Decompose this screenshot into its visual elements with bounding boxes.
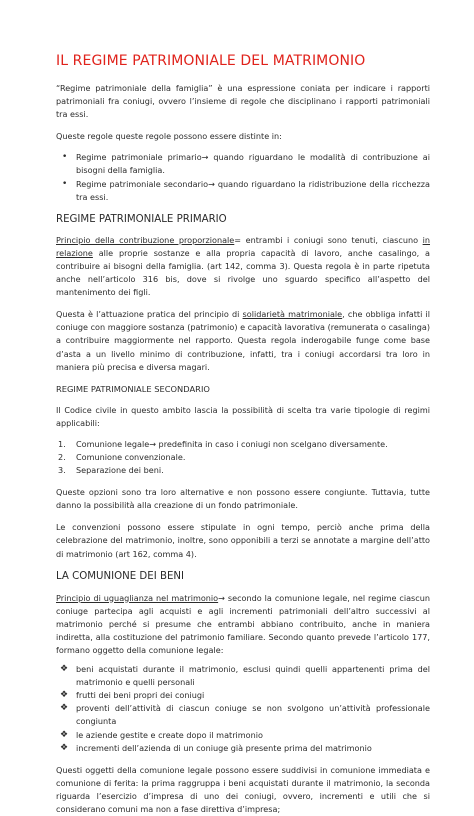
paragraph: Le convenzioni possono essere stipulate in ogni tempo, perciò anche prima della celebrazione del matrimonio, inoltre, sono opponibili a terzi se annotate a margine dell’atto di matrimonio (art 162, comma 4).	[56, 522, 430, 559]
paragraph: Principio di uguaglianza nel matrimonio→ secondo la comunione legale, nel regime ciascun coniuge partecipa agli acquisti e agli incrementi patrimoniali dell’altro successivi al matrimonio perché si presume che entrambi abbiano contribuito, anche in maniera indiretta, alla costituzione del patrimonio familiare. Secondo quanto prevede l’articolo 177, formano oggetto della comunione legale:	[56, 592, 430, 655]
diamond-bullet-icon: ❖	[60, 703, 69, 714]
list-item: ❖ incrementi dell’azienda di un coniuge già presente prima del matrimonio	[56, 742, 430, 755]
list-item: 3. Separazione dei beni.	[58, 465, 164, 476]
diamond-bullet-icon: ❖	[60, 690, 69, 701]
list-item: ❖ le aziende gestite e create dopo il matrimonio	[56, 729, 430, 742]
document-title: IL REGIME PATRIMONIALE DEL MATRIMONIO	[56, 53, 366, 69]
diamond-bullet-icon: ❖	[60, 729, 69, 740]
arrow-icon: →	[208, 178, 215, 189]
section-heading-primario: REGIME PATRIMONIALE PRIMARIO	[56, 213, 227, 225]
list-item: ❖ beni acquistati durante il matrimonio, esclusi quindi quelli appartenenti prima del matrimonio e quelli personali	[60, 664, 430, 688]
regime-list	[56, 151, 430, 203]
list-item: ❖ frutti dei beni propri dei coniugi	[56, 689, 430, 702]
list-item: • Regime patrimoniale secondario→ quando riguardano la ridistribuzione della ricchezza tra essi.	[56, 178, 430, 204]
section-heading-comunione: LA COMUNIONE DEI BENI	[56, 570, 185, 582]
paragraph: Il Codice civile in questo ambito lascia la possibilità di scelta tra varie tipologie di regimi applicabili:	[56, 404, 430, 428]
intro-paragraph: “Regime patrimoniale della famiglia” è una espressione coniata per indicare i rapporti patrimoniali fra coniugi, ovvero l’insieme di regole che disciplinano i rapporti patrimoniali tra essi.	[56, 83, 430, 120]
list-item: 2. Comunione convenzionale.	[58, 451, 186, 462]
list-item: ❖ proventi dell’attività di ciascun coniuge se non svolgono un’attività professionale congiunta	[60, 703, 430, 727]
comunione-items-list	[56, 663, 430, 755]
arrow-icon: →	[201, 152, 209, 163]
document-content	[56, 52, 430, 816]
arrow-icon: →	[149, 438, 156, 449]
arrow-icon: →	[218, 592, 225, 603]
paragraph: Questa è l’attuazione pratica del principio di solidarietà matrimoniale, che obbliga infatti il coniuge con maggiore sostanza (patrimonio) e capacità lavorativa (remunerata o casalinga) a contribuire maggiormente nel rapporto. Questa regola inderogabile funge come base d’asta a un livello minimo di contribuzione, infatti, tra i coniugi accordarsi tra loro in maniera più precisa e diversa magari.	[56, 309, 430, 372]
regime-options-list	[56, 438, 430, 477]
paragraph: Questi oggetti della comunione legale possono essere suddivisi in comunione immediata e comunione di ferita: la prima raggruppa i beni acquistati durante il matrimonio, la seconda riguarda l’esercizio d’impresa di uno dei coniugi, ovvero, incrementi e utili che si considerano comuni ma non a fase direttiva d’impresa;	[56, 764, 430, 815]
diamond-bullet-icon: ❖	[60, 742, 69, 753]
list-item: • Regime patrimoniale primario→ quando riguardano le modalità di contribuzione ai bisogni della famiglia.	[56, 151, 430, 177]
rules-intro: Queste regole queste regole possono essere distinte in:	[56, 131, 282, 142]
paragraph: Queste opzioni sono tra loro alternative e non possono essere congiunte. Tuttavia, tutte danno la possibilità alla creazione di un fondo patrimoniale.	[56, 487, 430, 511]
list-item: 1. Comunione legale→ predefinita in caso i coniugi non scelgano diversamente.	[58, 438, 388, 449]
section-heading-secondario: REGIME PATRIMONIALE SECONDARIO	[56, 383, 210, 394]
diamond-bullet-icon: ❖	[60, 664, 69, 675]
paragraph: Principio della contribuzione proporzionale= entrambi i coniugi sono tenuti, ciascuno in relazione alle proprie sostanze e alla propria capacità di lavoro, anche casalingo, a contribuire ai bisogni della famiglia. (art 142, comma 3). Questa regola è in parte ripetuta anche nell’articolo 316 bis, dove si rivolge uno sguardo specifico all’aspetto del mantenimento dei figli.	[56, 234, 430, 298]
